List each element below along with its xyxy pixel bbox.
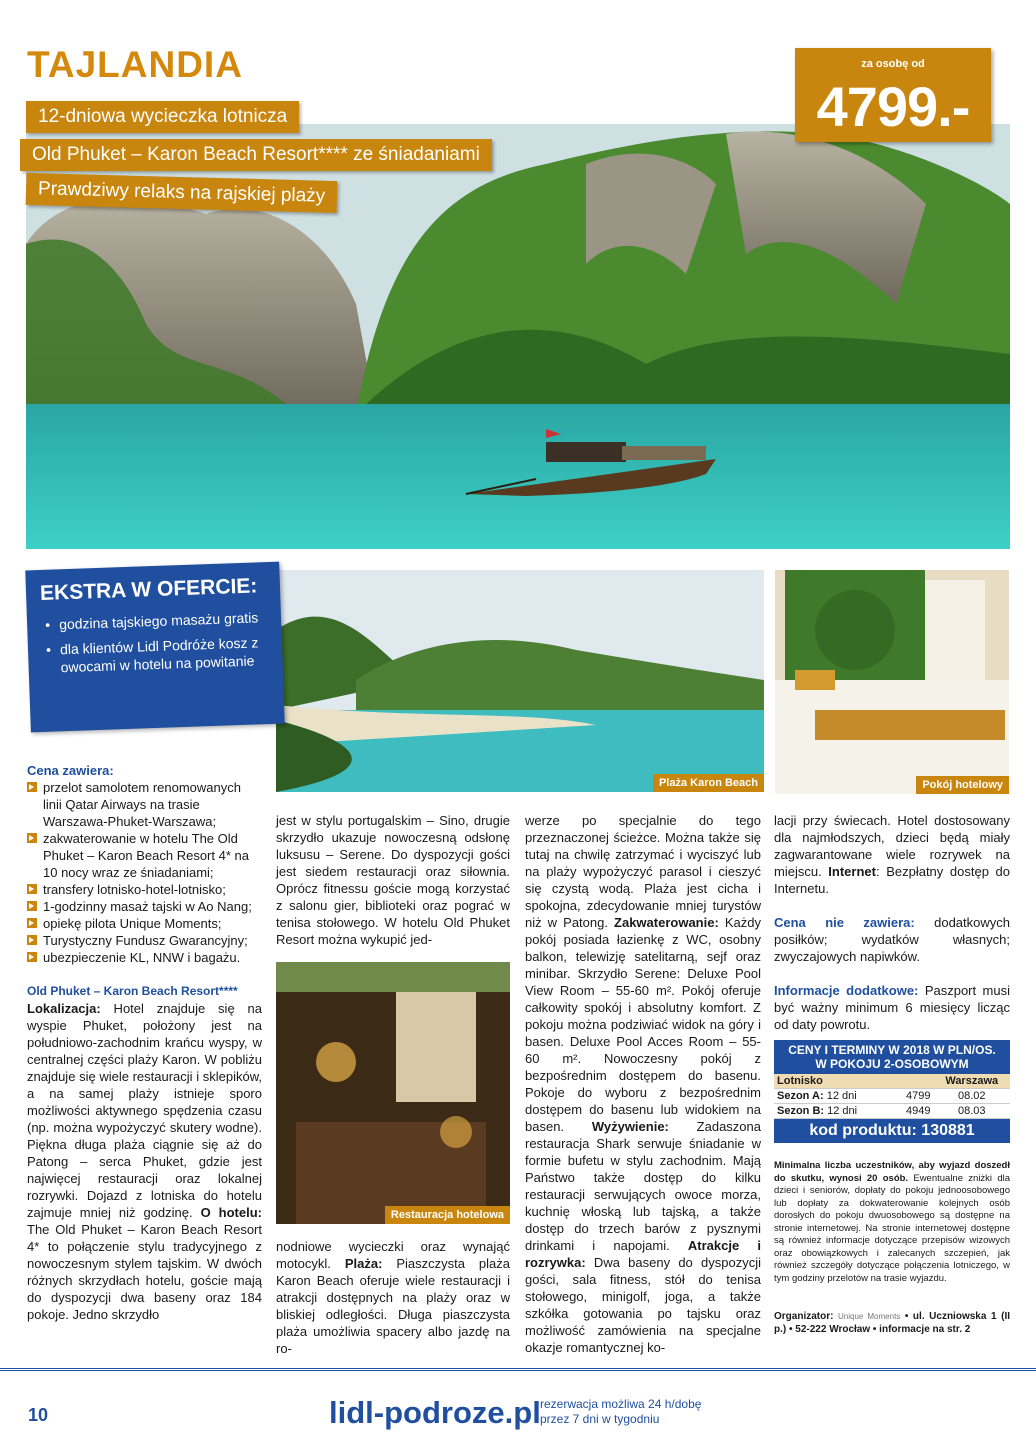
table-row: Sezon B: 12 dni 4949 08.03 (774, 1104, 1010, 1119)
extra-offer-item: • godzina tajskiego masażu gratis (45, 608, 260, 633)
col-airport: Lotnisko (774, 1074, 886, 1089)
column-1 (27, 762, 262, 1323)
column-2-top: jest w stylu portugalskim – Sino, drugie skrzydło ukazuje nowoczesną odsłonę luksusu – Serene. Do dyspozycji gości jest siedem restauracji oraz siłownia. Oprócz fitnessu goście mogą korzystać z salonu gier, biblioteki oraz pograć w tenisa stołowego. W hotelu Old Phuket Resort można wykupić jed- (276, 813, 510, 947)
notes-text: Minimalna liczba uczestników, aby wyjazd doszedł do skutku, wynosi 20 osób. Ewentualne zniżki dla dzieci i seniorów, dopłaty do pokoju jednoosobowego lub dopłaty za dokwaterowanie kolejnych osób dorosłych do pokoju dwuosobowego są dostępne na stronie internetowej. Na stronie internetowej dostępne są również informacje dotyczące przepisów wizowych oraz obowiązkowych i zalecanych szczepień, jak również szczegóły dotyczące połączenia lotniczego, w tym godziny przelotów na trasie wyjazdu. (774, 1160, 1010, 1284)
banner-tagline: Prawdziwy relaks na rajskiej plaży (26, 173, 338, 213)
banner-hotel: Old Phuket – Karon Beach Resort**** ze śniadaniami (20, 139, 492, 171)
includes-item: przelot samolotem renomowanych linii Qatar Airways na trasie Warszawa-Phuket-Warszawa; (27, 779, 262, 830)
includes-item: ubezpieczenie KL, NNW i bagażu. (27, 949, 262, 966)
column-2-bottom: nodniowe wycieczki oraz wynająć motocykl. Plaża: Piaszczysta plaża Karon Beach oferuje wiele restauracji i atrakcji dostępnych na plaży oraz w bliskiej odległości. Długa piaszczysta plaża umożliwia spacery albo jazdę na ro- (276, 1239, 511, 1356)
photo-hotel-room (775, 570, 1009, 794)
hotel-description: Lokalizacja: Hotel znajduje się na wyspie Phuket, położony jest na południowo-zachodnim krańcu wyspy, w centralnej części plaży Karon. W pobliżu znajduje się wiele restauracji i sklepików, a na samej plaży istnieje sporo możliwości aktywnego spędzenia czasu (np. można wypożyczyć skutery wodne). Piękna długa plaża ciągnie się aż do Patong – serca Phuket, gdzie jest najwięcej restauracji oraz lokalnej rozrywki. Dojazd z lotniska do hotelu zajmuje mniej niż godzinę. O hotelu: The Old Phuket – Karon Beach Resort 4* to połączenie stylu tradycyjnego z nowoczesnym stylem tajskim. W dwóch różnych skrzydłach hotelu, goście mają do dyspozycji dwa baseny oraz 184 pokoje. Jedno skrzydło (27, 1001, 262, 1322)
price-label: za osobę od (861, 58, 925, 70)
includes-item: zakwaterowanie w hotelu The Old Phuket – Karon Beach Resort 4* na 10 nocy wraz ze śniadaniami; (27, 830, 262, 881)
price-table (774, 1040, 1010, 1143)
includes-heading: Cena zawiera: (27, 763, 114, 778)
footer-divider (0, 1368, 1036, 1371)
includes-item: Turystyczny Fundusz Gwarancyjny; (27, 932, 262, 949)
price-badge (795, 48, 991, 142)
caption-restaurant: Restauracja hotelowa (385, 1206, 510, 1224)
includes-item: transfery lotnisko-hotel-lotnisko; (27, 881, 262, 898)
page-number: 10 (28, 1405, 49, 1425)
banner-trip-type: 12-dniowa wycieczka lotnicza (26, 101, 299, 133)
column-3: werze po specjalnie do tego przeznaczonej ścieżce. Można także się tutaj na chwilę zatrzymać i wyciszyć lub na plaży wypożyczyć parasol i cieszyć się czystą wodą. Plaża jest cicha i spokojna, zdecydowanie mniej turystów niż w Patong. Zakwaterowanie: Każdy pokój posiada łazienkę z WC, osobny balkon, telewizję satelitarną, sejf oraz minibar. Skrzydło Serene: Deluxe Pool View Room – 55-60 m². Pokój oferuje całkowity spokój i absolutny komfort. Z pokoju można podziwiać widok na góry i basen. Deluxe Pool Acces Room – 55-60 m². Nowoczesny pokój z bezpośrednim dostępem do basenu. Pokoje do wyboru z bezpośrednim dostępem do basenu lub widokiem na basen. Wyżywienie: Zadaszona restauracja Shark serwuje śniadanie w formie bufetu w stylu zachodnim. Mają Państwo także dostęp do kilku restauracji serwujących owoce morza, kuchnię włoską lub tajską, a także dostęp do trzech barów z pysznymi drinkami i napojami. Atrakcje i rozrywka: Dwa baseny do dyspozycji gości, sala fitness, stół do tenisa stołowego, minigolf, joga, a także szkółka gotowania po tajsku oraz możliwość zamówienia na specjalne okazje romantycznej ko- (525, 813, 761, 1355)
includes-item: 1-godzinny masaż tajski w Ao Nang; (27, 898, 262, 915)
photo-hotel-restaurant (276, 962, 510, 1224)
page-title: TAJLANDIA (27, 44, 243, 85)
table-row: Sezon A: 12 dni 4799 08.02 (774, 1089, 1010, 1104)
caption-room: Pokój hotelowy (916, 776, 1009, 794)
price-value: 4799.- (816, 75, 970, 138)
organizer-info: Organizator: Unique Moments • ul. Uczniowska 1 (II p.) • 52-222 Wrocław • informacje na str. 2 (774, 1311, 1010, 1335)
reservation-info: rezerwacja możliwa 24 h/dobę przez 7 dni w tygodniu (540, 1397, 702, 1426)
extra-offer-title: EKSTRA W OFERCIE: (39, 574, 258, 605)
photo-karon-beach (276, 570, 764, 792)
price-table-title: CENY I TERMINY W 2018 W PLN/OS. W POKOJU 2-OSOBOWYM (774, 1040, 1010, 1074)
website-link[interactable]: lidl-podroze.pl (329, 1395, 541, 1430)
product-code: kod produktu: 130881 (774, 1119, 1010, 1143)
organizer-logo: Unique Moments (838, 1312, 901, 1321)
includes-item: opiekę pilota Unique Moments; (27, 915, 262, 932)
extra-offer-box (25, 562, 284, 733)
column-4: lacji przy świecach. Hotel dostosowany dla najmłodszych, dzieci będą miały zagwarantowane wiele rozrywek na miejscu. Internet: Bezpłatny dostęp do Internetu. Cena nie zawiera: dodatkowych posiłków; wydatków własnych; zwyczajowych napiwków. Informacje dodatkowe: Paszport musi być ważny minimum 6 miesięcy licząc od daty powrotu. (774, 813, 1010, 1032)
extra-offer-item: • dla klientów Lidl Podróże kosz z owocami w hotelu na powitanie (46, 633, 262, 676)
caption-beach: Plaża Karon Beach (653, 774, 764, 792)
col-city: Warszawa (933, 1074, 1010, 1089)
hotel-heading: Old Phuket – Karon Beach Resort**** (27, 984, 238, 998)
